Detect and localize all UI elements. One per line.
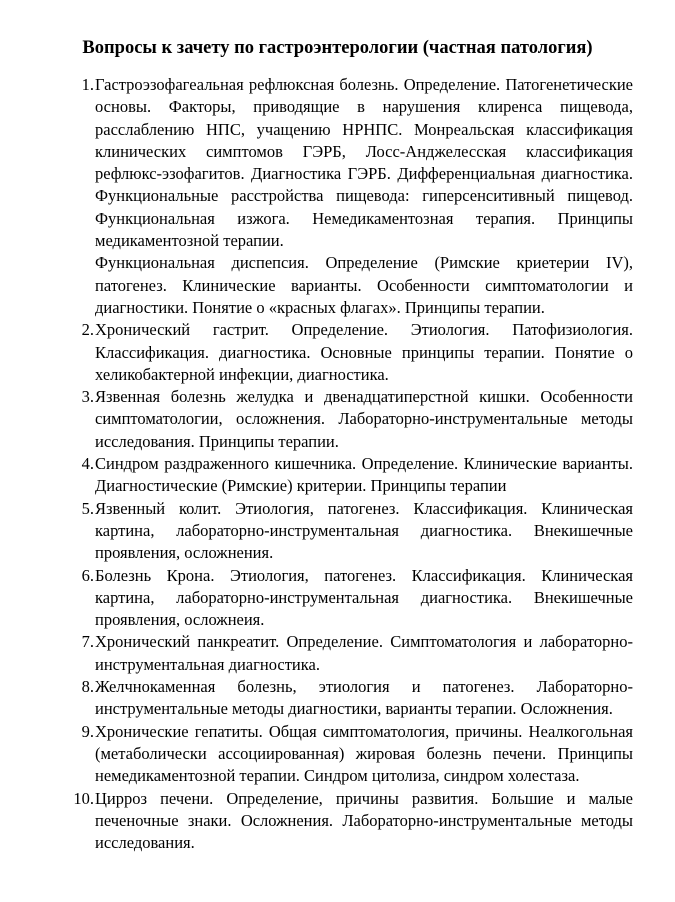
question-item [70,74,633,319]
question-paragraph: Функциональная диспепсия. Определение (Римские криетерии IV), патогенез. Клинические варианты. Особенности симптоматологии и диагностики. Понятие о «красных флагах». Принципы терапии. [95,253,633,317]
question-number: 2. [81,320,94,340]
question-text [95,676,633,721]
question-paragraph: Хронические гепатиты. Общая симптоматология, причины. Неалкогольная (метаболически ассоциированная) жировая болезнь печени. Принципы немедикаментозной терапии. Синдром цитолиза, синдром холестаза. [95,721,633,786]
question-item [70,386,633,453]
question-number: 1. [81,75,94,94]
question-item [70,788,633,855]
question-number: 3. [81,387,94,407]
question-paragraph: Хронический гастрит. Определение. Этиология. Патофизиология. Классификация. диагностика. Основные принципы терапии. Понятие о хеликобактерной инфекции, диагностика. [95,320,633,384]
question-text [95,721,633,788]
question-text [95,788,633,855]
question-item [70,319,633,386]
question-item [70,453,633,498]
question-item [70,631,633,676]
question-number: 6. [81,565,94,585]
question-item [70,498,633,565]
question-number: 5. [81,498,94,518]
question-paragraph: Синдром раздраженного кишечника. Определение. Клинические варианты. Диагностические (Римские) критерии. Принципы терапии [95,454,633,496]
question-number: 10. [73,788,94,808]
question-item [70,721,633,788]
question-text [95,74,633,319]
question-text [95,565,633,632]
question-paragraph: Гастроэзофагеальная рефлюксная болезнь. Определение. Патогенетические основы. Факторы, приводящие в нарушения клиренса пищевода, расслаблению НПС, учащению НРНПС. Монреальская классификация клинических симптомов ГЭРБ, Лосс-Анджелесская классификация рефлюкс-эзофагитов. Диагностика ГЭРБ. Дифференциальная диагностика. Функциональные расстройства пищевода: гиперсенситивный пищевод. Функциональная изжога. Немедикаментозная терапия. Принципы медикаментозной терапии. [95,75,633,251]
question-text [95,498,633,565]
question-number: 8. [81,677,94,697]
question-paragraph: Желчнокаменная болезнь, этиология и патогенез. Лабораторно-инструментальные методы диагностики, варианты терапии. Осложнения. [95,677,633,719]
page-title: Вопросы к зачету по гастроэнтерологии (частная патология) [82,38,593,58]
question-number: 9. [81,721,94,741]
question-item [70,676,633,721]
question-text [95,319,633,386]
question-paragraph: Болезнь Крона. Этиология, патогенез. Классификация. Клиническая картина, лабораторно-инструментальная диагностика. Внекишечные проявления, осложнеия. [95,565,633,630]
question-text [95,386,633,453]
question-paragraph: Хронический панкреатит. Определение. Симптоматология и лабораторно-инструментальная диагностика. [95,632,633,674]
question-list [70,74,633,854]
question-number: 7. [81,632,94,652]
question-paragraph: Цирроз печени. Определение, причины развития. Большие и малые печеночные знаки. Осложнения. Лабораторно-инструментальные методы исследования. [95,788,633,853]
question-text [95,631,633,676]
question-paragraph: Язвенная болезнь желудка и двенадцатиперстной кишки. Особенности симптоматологии, осложнения. Лабораторно-инструментальные методы исследования. Принципы терапии. [95,387,633,451]
question-text [95,453,633,498]
question-item [70,565,633,632]
question-number: 4. [81,454,94,474]
question-paragraph: Язвенный колит. Этиология, патогенез. Классификация. Клиническая картина, лабораторно-инструментальная диагностика. Внекишечные проявления, осложнения. [95,498,633,563]
